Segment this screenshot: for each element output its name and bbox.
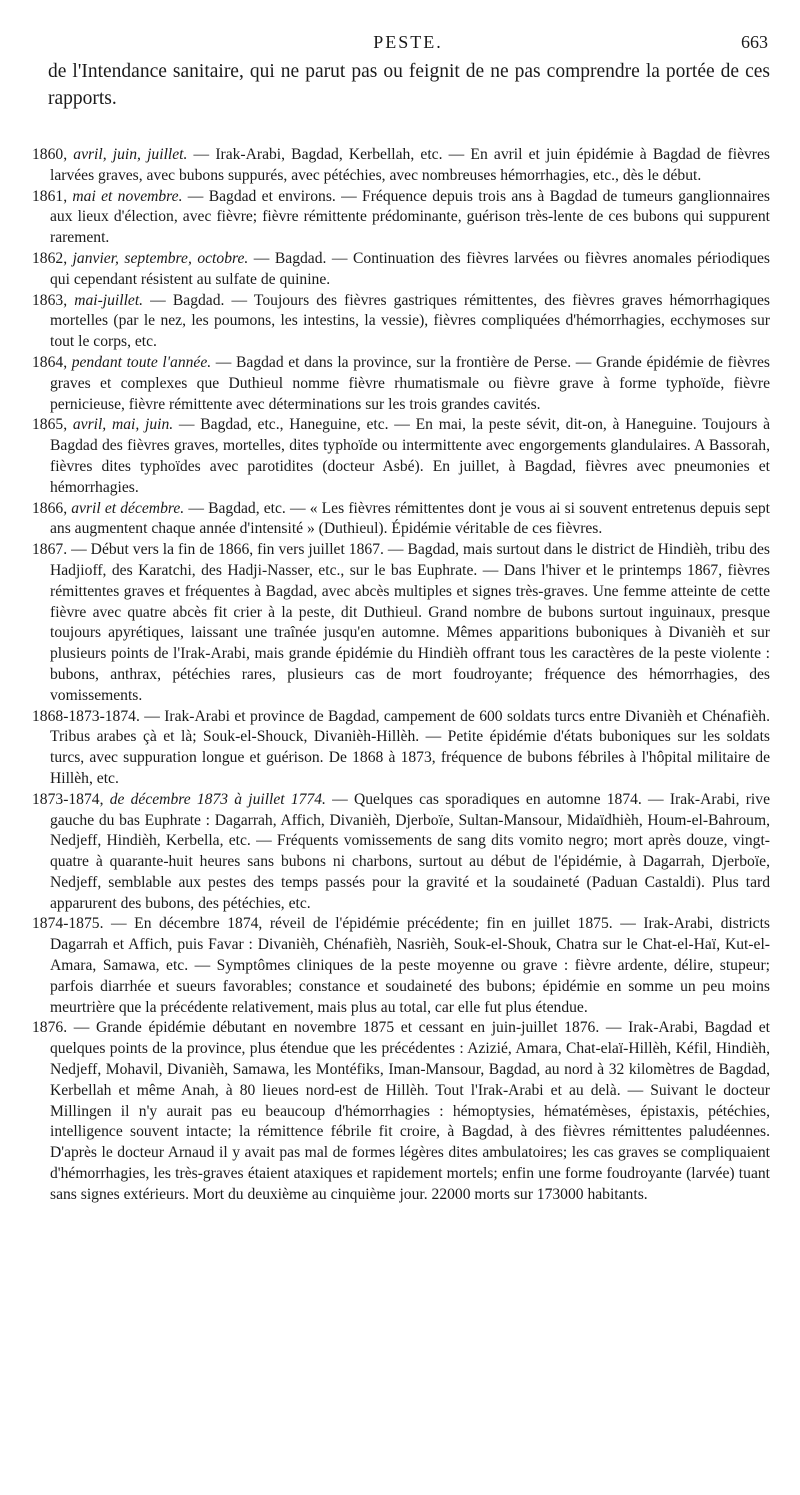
entry-year: 1860, [32,146,68,163]
entry-text: — En décembre 1874, réveil de l'épidémie précédente; fin en juillet 1875. — Irak-Arabi, districts Dagarrah et Affich, puis Favar : Divanièh, Chénafièh, Nasrièh, Souk-el-Shouk, Chatra sur le Chat-el-Haï, Kut-el-Amara, Samawa, etc. — Symptômes cliniques de la peste moyenne ou grave : fièvre ardente, délire, stupeur; parfois diarrhée et sueurs favorables; constance et soudaineté des bubons; épidémie en somme un peu moins meurtrière que la précédente relativement, mais plus au total, car elle fut plus étendue. [50,915,770,1016]
entry-dates: avril, juin, juillet. [73,146,188,163]
entry-dates: mai-juillet. [74,291,144,309]
entry-year: 1861, [32,187,68,205]
page-number: 663 [741,32,768,52]
entry-dates: de décembre 1873 à juillet 1774. [109,790,326,808]
entry-text: — Grande épidémie débutant en novembre 1875 et cessant en juin-juillet 1876. — Irak-Arabi, Bagdad et quelques points de la province, plus étendue que les précédentes : Azizié, Amara, Chat-elaï-Hillèh, Kéfil, Hindièh, Nedjeff, Mohavil, Divanièh, Samawa, les Montéfiks, Iman-Mansour, Bagdad, au nord à 32 kilomètres de Bagdad, Kerbellah et même Anah, à 80 lieues nord-est de Hillèh. Tout l'Irak-Arabi et au delà. — Suivant le docteur Millingen il n'y aurait pas eu beaucoup d'hémorrhagies : hémoptysies, hématémèses, épistaxis, pétéchies, intelligence souvent intacte; la rémittence fébrile fit croire, à Bagdad, à des fièvres rémittentes paludéennes. D'après le docteur Arnaud il y avait pas mal de formes légères dites ambulatoires; les cas graves se compliquaient d'hémorrhagies, les très-graves étaient ataxiques et rapidement mortels; enfin une forme foudroyante (larvée) tuant sans signes extérieurs. Mort du deuxième au cinquième jour. 22000 morts sur 173000 habitants. [50,1019,770,1203]
entry-year: 1868-1873-1874. [32,707,140,725]
chronology-entry [32,707,770,790]
chronology-entry [32,790,770,915]
entry-year: 1876. [32,1019,68,1037]
entry-text: — Début vers la fin de 1866, fin vers juillet 1867. — Bagdad, mais surtout dans le district de Hindièh, tribu des Hadjioff, des Karatchi, des Hadji-Nasser, etc., sur le bas Euphrate. — Dans l'hiver et le printemps 1867, fièvres rémittentes graves et fréquentes à Bagdad, avec abcès multiples et signes très-graves. Une femme atteinte de cette fièvre avec quatre abcès fit crier à la peste, dit Duthieul. Grand nombre de bubons surtout inguinaux, presque toujours apyrétiques, laissant une traînée jusqu'en automne. Mêmes apparitions buboniques à Divanièh et sur plusieurs points de l'Irak-Arabi, mais grande épidémie du Hindièh offrant tous les caractères de la peste violente : bubons, anthrax, pétéchies rares, plusieurs cas de mort foudroyante; fréquence des hémorrhagies, des vomissements. [50,541,770,704]
entry-text: — Bagdad, etc., Haneguine, etc. — En mai, la peste sévit, dit-on, à Haneguine. Toujours à Bagdad des fièvres graves, mortelles, dites typhoïde ou intermittente avec engorgements glandulaires. A Bassorah, fièvres dites typhoïdes avec parotidites (docteur Asbé). En juillet, à Bagdad, fièvres avec pneumonies et hémorrhagies. [50,416,771,496]
entry-text: — Irak-Arabi, Bagdad, Kerbellah, etc. — En avril et juin épidémie à Bagdad de fièvres larvées graves, avec bubons suppurés, avec pétéchies, avec nombreuses hémorrhagies, etc., dès le début. [50,146,770,184]
chronology-entry [32,187,770,249]
entry-year: 1865, [32,416,68,434]
entry-text: — Bagdad. — Continuation des fièvres larvées ou fièvres anomales périodiques qui cependant résistent au sulfate de quinine. [50,249,770,288]
entry-year: 1863, [32,291,68,309]
entry-dates: pendant toute l'année. [71,353,212,371]
entry-dates: janvier, septembre, octobre. [72,249,249,267]
entry-year: 1862, [32,249,68,267]
chronology-entry [32,145,770,187]
entry-year: 1867. [32,541,68,559]
chronology-entry [32,249,770,291]
entry-text: — Bagdad et dans la province, sur la frontière de Perse. — Grande épidémie de fièvres graves et complexes que Duthieul nomme fièvre rhumatismale ou fièvre grave à forme typhoïde, fièvre pernicieuse, fièvre rémittente avec déterminations sur les trois grandes cavités. [50,353,770,413]
chronology-list [32,145,770,1206]
chronology-entry [32,1018,770,1205]
entry-text: — Bagdad, etc. — « Les fièvres rémittentes dont je vous ai si souvent entretenus depuis sept ans augmentent chaque année d'intensité » (Duthieul). Épidémie véritable de ces fièvres. [50,499,770,538]
running-head [48,32,768,54]
entry-year: 1873-1874, [32,790,104,808]
entry-year: 1864, [32,353,68,371]
chronology-entry [32,415,770,498]
chronology-entry [32,914,770,1018]
entry-text: — Quelques cas sporadiques en automne 1874. — Irak-Arabi, rive gauche du bas Euphrate : Dagarrah, Affich, Divanièh, Djerboïe, Sultan-Mansour, Midaïdhièh, Houm-el-Bahroum, Nedjeff, Hindièh, Kerbella, etc. — Fréquents vomissements de sang dits vomito negro; mort après douze, vingt-quatre à quarante-huit heures sans bubons ni charbons, surtout au début de l'épidémie, à Dagarrah, Djerboïe, Nedjeff, semblable aux pestes des temps passés pour la gravité et la soudaineté (Paduan Castaldi). Plus tard apparurent des bubons, des pétéchies, etc. [50,790,770,912]
entry-year: 1866, [32,499,68,517]
entry-dates: avril et décembre. [71,499,185,517]
intro-paragraph: de l'Intendance sanitaire, qui ne parut pas ou feignit de ne pas comprendre la portée de ces rapports. [48,61,770,109]
chronology-entry [32,499,770,541]
chronology-entry [32,291,770,353]
entry-text: — Bagdad et environs. — Fréquence depuis trois ans à Bagdad de tumeurs ganglionnaires aux lieux d'élection, avec fièvre; fièvre rémittente prédominante, guérison très-lente de ces bubons qui suppurent rarement. [50,187,770,247]
entry-dates: mai et novembre. [72,187,183,205]
running-head-title: PESTE. [373,32,443,52]
chronology-entry [32,540,770,706]
entry-dates: avril, mai, juin. [72,416,174,434]
entry-year: 1874-1875. [32,915,104,933]
entry-text: — Bagdad. — Toujours des fièvres gastriques rémittentes, des fièvres graves hémorrhagiques mortelles (par le nez, les poumons, les intestins, la vessie), fièvres compliquées d'hémorrhagies, ecchymoses sur tout le corps, etc. [50,291,770,351]
chronology-entry [32,353,770,415]
entry-text: — Irak-Arabi et province de Bagdad, campement de 600 soldats turcs entre Divanièh et Chénafièh. Tribus arabes çà et là; Souk-el-Shouck, Divanièh-Hillèh. — Petite épidémie d'états buboniques sur les soldats turcs, avec suppuration longue et guérison. De 1868 à 1873, fréquence de bubons fébriles à l'hôpital militaire de Hillèh, etc. [50,707,770,787]
